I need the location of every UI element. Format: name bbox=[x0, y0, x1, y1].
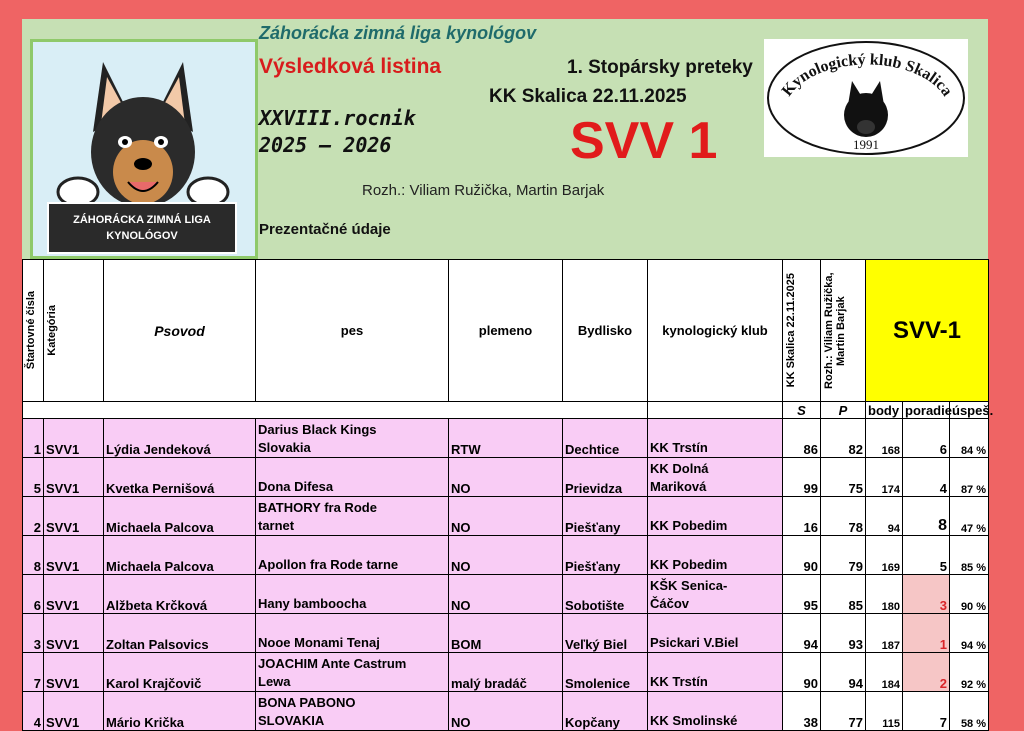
season-range: 2025 – 2026 bbox=[259, 133, 392, 157]
event-place-date: KK Skalica 22.11.2025 bbox=[489, 86, 687, 107]
club-cell: KK Trstín bbox=[648, 419, 783, 458]
table-row bbox=[23, 575, 989, 614]
start-number: 1 bbox=[23, 419, 44, 458]
category-cell: SVV1 bbox=[44, 458, 104, 497]
col-track-score: KK Skalica 22.11.2025 bbox=[783, 260, 821, 402]
club-logo bbox=[764, 39, 968, 157]
points-cell: 168 bbox=[866, 419, 903, 458]
residence-cell: Prievidza bbox=[563, 458, 648, 497]
club-logo-ring-text: Kynologický klub Skalica bbox=[778, 51, 956, 100]
table-row bbox=[23, 458, 989, 497]
obedience-score-cell: 77 bbox=[821, 692, 866, 731]
league-logo bbox=[30, 39, 258, 259]
event-title: 1. Stopársky preteky bbox=[567, 57, 753, 78]
track-score-cell: 38 bbox=[783, 692, 821, 731]
breed-cell: malý bradáč bbox=[449, 653, 563, 692]
sub-poradie: poradie bbox=[903, 402, 950, 419]
category-cell: SVV1 bbox=[44, 692, 104, 731]
handler-cell: Mário Krička bbox=[104, 692, 256, 731]
club-cell: KK Smolinské bbox=[648, 692, 783, 731]
success-cell: 92 % bbox=[950, 653, 989, 692]
points-cell: 184 bbox=[866, 653, 903, 692]
start-number: 5 bbox=[23, 458, 44, 497]
breed-cell: NO bbox=[449, 497, 563, 536]
obedience-score-cell: 93 bbox=[821, 614, 866, 653]
residence-cell: Veľký Biel bbox=[563, 614, 648, 653]
obedience-score-cell: 94 bbox=[821, 653, 866, 692]
presentation-label: Prezentačné údaje bbox=[259, 221, 391, 238]
dog-cell: JOACHIM Ante Castrum Lewa bbox=[256, 653, 449, 692]
track-score-cell: 99 bbox=[783, 458, 821, 497]
breed-cell: RTW bbox=[449, 419, 563, 458]
results-sheet bbox=[22, 19, 994, 730]
category-cell: SVV1 bbox=[44, 497, 104, 536]
start-number: 4 bbox=[23, 692, 44, 731]
rank-cell: 6 bbox=[903, 419, 950, 458]
breed-cell: NO bbox=[449, 575, 563, 614]
track-score-cell: 16 bbox=[783, 497, 821, 536]
sub-uspes: úspeš. bbox=[950, 402, 989, 419]
track-score-cell: 86 bbox=[783, 419, 821, 458]
residence-cell: Kopčany bbox=[563, 692, 648, 731]
residence-cell: Smolenice bbox=[563, 653, 648, 692]
league-title: Záhorácka zimná liga kynológov bbox=[259, 23, 537, 43]
category-cell: SVV1 bbox=[44, 614, 104, 653]
handler-cell: Alžbeta Krčková bbox=[104, 575, 256, 614]
results-title: Výsledková listina bbox=[259, 55, 442, 78]
col-handler: Psovod bbox=[104, 260, 256, 402]
track-score-cell: 90 bbox=[783, 653, 821, 692]
start-number: 3 bbox=[23, 614, 44, 653]
obedience-score-cell: 79 bbox=[821, 536, 866, 575]
breed-cell: NO bbox=[449, 692, 563, 731]
category-cell: SVV1 bbox=[44, 653, 104, 692]
points-cell: 180 bbox=[866, 575, 903, 614]
dog-cell: Dona Difesa bbox=[256, 458, 449, 497]
table-row bbox=[23, 614, 989, 653]
start-number: 6 bbox=[23, 575, 44, 614]
rank-cell: 7 bbox=[903, 692, 950, 731]
start-number: 7 bbox=[23, 653, 44, 692]
header-panel bbox=[22, 19, 988, 259]
residence-cell: Sobotište bbox=[563, 575, 648, 614]
start-number: 8 bbox=[23, 536, 44, 575]
category-cell: SVV1 bbox=[44, 575, 104, 614]
success-cell: 47 % bbox=[950, 497, 989, 536]
track-score-cell: 95 bbox=[783, 575, 821, 614]
club-cell: KK Pobedim bbox=[648, 536, 783, 575]
dog-cell: Darius Black Kings Slovakia bbox=[256, 419, 449, 458]
breed-cell: NO bbox=[449, 458, 563, 497]
rank-cell: 8 bbox=[903, 497, 950, 536]
obedience-score-cell: 85 bbox=[821, 575, 866, 614]
season-year: XXVIII.rocnik bbox=[259, 106, 416, 130]
col-club: kynologický klub bbox=[648, 260, 783, 402]
success-cell: 90 % bbox=[950, 575, 989, 614]
residence-cell: Piešťany bbox=[563, 497, 648, 536]
dog-cell: BATHORY fra Rode tarnet bbox=[256, 497, 449, 536]
success-cell: 87 % bbox=[950, 458, 989, 497]
handler-cell: Michaela Palcova bbox=[104, 497, 256, 536]
obedience-score-cell: 78 bbox=[821, 497, 866, 536]
club-cell: Psickari V.Biel bbox=[648, 614, 783, 653]
rank-cell: 1 bbox=[903, 614, 950, 653]
dog-cell: Apollon fra Rode tarne bbox=[256, 536, 449, 575]
handler-cell: Kvetka Pernišová bbox=[104, 458, 256, 497]
results-table bbox=[22, 259, 994, 731]
club-logo-year: 1991 bbox=[853, 137, 879, 152]
start-number: 2 bbox=[23, 497, 44, 536]
league-logo-banner bbox=[47, 202, 237, 254]
dog-cell: Hany bamboocha bbox=[256, 575, 449, 614]
table-header-row bbox=[23, 260, 989, 402]
points-cell: 169 bbox=[866, 536, 903, 575]
category-cell: SVV1 bbox=[44, 536, 104, 575]
col-breed: plemeno bbox=[449, 260, 563, 402]
col-residence: Bydlisko bbox=[563, 260, 648, 402]
col-obedience-score: Rozh.: Viliam Ružička, Martin Barjak bbox=[821, 260, 866, 402]
category-title: SVV 1 bbox=[570, 112, 718, 170]
points-cell: 115 bbox=[866, 692, 903, 731]
table-body bbox=[23, 419, 989, 731]
table-subheader-row bbox=[23, 402, 989, 419]
sub-p: P bbox=[821, 402, 866, 419]
handler-cell: Michaela Palcova bbox=[104, 536, 256, 575]
col-category: Kategória bbox=[44, 260, 104, 402]
breed-cell: BOM bbox=[449, 614, 563, 653]
dog-cell: Nooe Monami Tenaj bbox=[256, 614, 449, 653]
track-score-cell: 90 bbox=[783, 536, 821, 575]
season-info bbox=[259, 105, 416, 159]
table-row bbox=[23, 692, 989, 731]
judges-line: Rozh.: Viliam Ružička, Martin Barjak bbox=[362, 182, 605, 199]
success-cell: 94 % bbox=[950, 614, 989, 653]
rank-cell: 5 bbox=[903, 536, 950, 575]
residence-cell: Piešťany bbox=[563, 536, 648, 575]
svv-category-header: SVV-1 bbox=[866, 260, 989, 402]
sub-body: body bbox=[866, 402, 903, 419]
obedience-score-cell: 82 bbox=[821, 419, 866, 458]
banner-line-1: ZÁHORÁCKA ZIMNÁ LIGA bbox=[73, 214, 211, 226]
club-cell: KŠK Senica- Čáčov bbox=[648, 575, 783, 614]
sub-s: S bbox=[783, 402, 821, 419]
table-row bbox=[23, 497, 989, 536]
success-cell: 84 % bbox=[950, 419, 989, 458]
col-start-number: Štartovné čísla bbox=[23, 260, 44, 402]
club-cell: KK Trstín bbox=[648, 653, 783, 692]
dog-cell: BONA PABONO SLOVAKIA bbox=[256, 692, 449, 731]
col-dog: pes bbox=[256, 260, 449, 402]
club-cell: KK Dolná Mariková bbox=[648, 458, 783, 497]
track-score-cell: 94 bbox=[783, 614, 821, 653]
breed-cell: NO bbox=[449, 536, 563, 575]
handler-cell: Lýdia Jendeková bbox=[104, 419, 256, 458]
rank-cell: 3 bbox=[903, 575, 950, 614]
rank-cell: 2 bbox=[903, 653, 950, 692]
table-row bbox=[23, 419, 989, 458]
success-cell: 85 % bbox=[950, 536, 989, 575]
points-cell: 174 bbox=[866, 458, 903, 497]
table-row bbox=[23, 536, 989, 575]
table-row bbox=[23, 653, 989, 692]
points-cell: 94 bbox=[866, 497, 903, 536]
residence-cell: Dechtice bbox=[563, 419, 648, 458]
category-cell: SVV1 bbox=[44, 419, 104, 458]
banner-line-2: KYNOLÓGOV bbox=[106, 230, 178, 242]
success-cell: 58 % bbox=[950, 692, 989, 731]
points-cell: 187 bbox=[866, 614, 903, 653]
club-cell: KK Pobedim bbox=[648, 497, 783, 536]
handler-cell: Zoltan Palsovics bbox=[104, 614, 256, 653]
handler-cell: Karol Krajčovič bbox=[104, 653, 256, 692]
obedience-score-cell: 75 bbox=[821, 458, 866, 497]
rank-cell: 4 bbox=[903, 458, 950, 497]
